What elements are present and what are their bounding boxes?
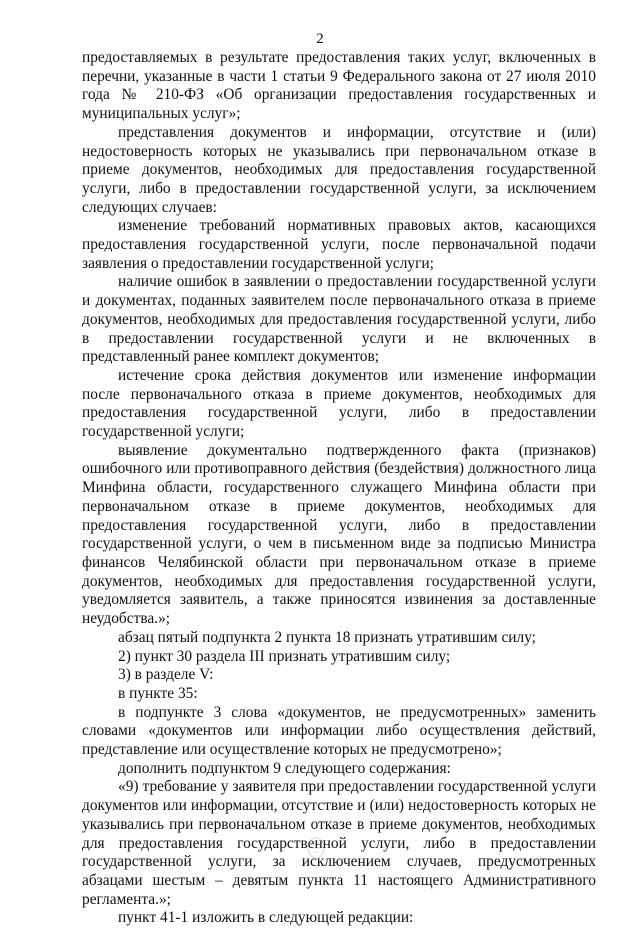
document-body	[82, 49, 596, 928]
paragraph: 2) пункт 30 раздела III признать утратившим силу;	[118, 647, 451, 665]
faint-stamp-mark	[305, 836, 327, 860]
paragraph: пункт 41-1 изложить в следующей редакции:	[118, 909, 414, 927]
paragraph: истечение срока действия документов или изменение информации после первоначального отказа в приеме документов, необходимых для предоставления государственной услуги, либо в предоставлении государственной услуги;	[82, 366, 596, 441]
paragraph: «9) требование у заявителя при предоставлении государственной услуги документов или информации, отсутствие и (или) недостоверность которых не указывались при первоначальном отказе в приеме документов, необходимых для предоставления государственной услуги, либо в предоставлении государственной услуги, за исключением случаев, предусмотренных абзацами шестым – девятым пункта 11 настоящего Административного регламента.»;	[82, 778, 596, 908]
paragraph: в подпункте 3 слова «документов, не предусмотренных» заменить словами «документов или информации либо осуществления действий, представление или осуществление которых не предусмотрено»;	[82, 703, 596, 759]
paragraph: наличие ошибок в заявлении о предоставлении государственной услуги и документах, поданных заявителем после первоначального отказа в приеме документов, необходимых для предоставления государственной услуги, либо в предоставлении государственной услуги и не включенных в представленный ранее комплект документов;	[82, 273, 596, 366]
paragraph: выявление документально подтвержденного факта (признаков) ошибочного или противоправного действия (бездействия) должностного лица Минфина области, государственного служащего Минфина области при первоначальном отказе в приеме документов, необходимых для предоставления государственной услуги, либо в предоставлении государственной услуги, о чем в письменном виде за подписью Министра финансов Челябинской области при первоначальном отказе в приеме документов, необходимых для предоставления государственной услуги, уведомляется заявитель, а также приносятся извинения за доставленные неудобства.»;	[82, 441, 596, 628]
paragraph: дополнить подпунктом 9 следующего содержания:	[118, 759, 451, 777]
paragraph: изменение требований нормативных правовых актов, касающихся предоставления государственной услуги, после первоначальной подачи заявления о предоставлении государственной услуги;	[82, 217, 596, 272]
paragraph: 3) в разделе V:	[118, 666, 214, 684]
paragraph: абзац пятый подпункта 2 пункта 18 признать утратившим силу;	[118, 628, 536, 646]
paragraph: предоставляемых в результате предоставления таких услуг, включенных в перечни, указанные в части 1 статьи 9 Федерального закона от 27 июля 2010 года № 210-ФЗ «Об организации предоставления государственных и муниципальных услуг»;	[82, 49, 596, 123]
paragraph: представления документов и информации, отсутствие и (или) недостоверность которых не указывались при первоначальном отказе в приеме документов, необходимых для предоставления государственной услуги, либо в предоставлении государственной услуги, за исключением следующих случаев:	[82, 123, 596, 216]
page-number: 2	[316, 31, 324, 47]
paragraph: в пункте 35:	[118, 684, 198, 702]
